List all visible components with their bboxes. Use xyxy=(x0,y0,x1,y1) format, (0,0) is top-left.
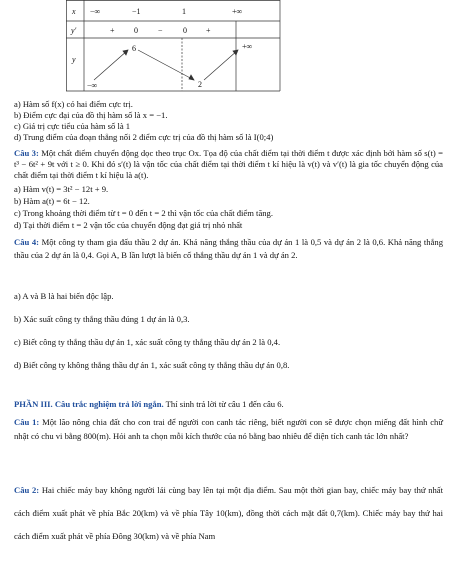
q4-option-b: b) Xác suất công ty thắng thầu đúng 1 dự án là 0,3. xyxy=(14,314,190,324)
part-3-instruction: Thí sinh trả lời từ câu 1 đến câu 6. xyxy=(165,399,284,409)
q3-option-c: c) Trong khoảng thời điểm từ t = 0 đến t = 2 thì vận tốc của chất điểm tăng. xyxy=(14,208,273,218)
x-value-minus-one: −1 xyxy=(132,7,141,16)
arrowhead-2 xyxy=(189,75,194,80)
part3-question-2-tag: Câu 2: xyxy=(14,485,40,495)
yprime-label: y′ xyxy=(71,26,77,35)
part-3-title: PHẦN III. Câu trắc nghiệm trả lời ngắn. xyxy=(14,399,164,409)
part3-question-2 xyxy=(14,479,443,548)
y-value-max: 6 xyxy=(132,44,136,53)
arrowhead-3 xyxy=(233,50,238,55)
sign-4: 0 xyxy=(183,26,187,35)
part3-question-1 xyxy=(14,415,443,443)
x-value-one: 1 xyxy=(182,7,186,16)
q4-option-d: d) Biết công ty không thắng thầu dự án 1, xác suất công ty thắng thầu dự án 0,8. xyxy=(14,360,290,370)
question-4-text: Một công ty tham gia đấu thầu 2 dự án. Khả năng thắng thầu của dự án 1 là 0,5 và dự án 2 là 0,6. Khả năng thắng thầu của 2 dự án là 0,4. Gọi A, B lần lượt là biến cố thắng thầu dự án 1 và dự án 2. xyxy=(14,237,444,260)
y-value-pos-inf: +∞ xyxy=(242,42,253,51)
sign-1: + xyxy=(110,26,115,35)
y-value-neg-inf: −∞ xyxy=(87,81,98,90)
sign-5: + xyxy=(206,26,211,35)
q3-option-b: b) Hàm a(t) = 6t − 12. xyxy=(14,196,90,206)
variation-table xyxy=(66,0,281,92)
part3-question-1-tag: Câu 1: xyxy=(14,417,40,427)
arrow-increase-2 xyxy=(204,50,238,80)
arrow-decrease xyxy=(138,50,194,80)
question-3 xyxy=(14,148,443,181)
x-label: x xyxy=(72,7,76,16)
question-4 xyxy=(14,236,443,262)
y-value-min: 2 xyxy=(198,80,202,89)
prev-option-a: a) Hàm số f(x) có hai điểm cực trị. xyxy=(14,99,133,109)
prev-option-b: b) Điểm cực đại của đồ thị hàm số là x = −1. xyxy=(14,110,168,120)
sign-3: − xyxy=(158,26,163,35)
q3-option-a: a) Hàm v(t) = 3t² − 12t + 9. xyxy=(14,184,109,194)
y-label: y xyxy=(72,55,76,64)
part-3-heading xyxy=(14,399,443,410)
arrow-increase-1 xyxy=(94,50,128,80)
q4-option-a: a) A và B là hai biến độc lập. xyxy=(14,291,114,301)
prev-option-c: c) Giá trị cực tiểu của hàm số là 1 xyxy=(14,121,131,131)
x-value-neg-inf: −∞ xyxy=(90,7,101,16)
sign-2: 0 xyxy=(134,26,138,35)
question-3-tag: Câu 3: xyxy=(14,148,39,158)
q4-option-c: c) Biết công ty thắng thầu dự án 1, xác suất công ty thắng thầu dự án 2 là 0,4. xyxy=(14,337,281,347)
arrowhead-1 xyxy=(123,50,128,55)
question-4-tag: Câu 4: xyxy=(14,237,39,247)
question-3-text: Một chất điểm chuyển động dọc theo trục Ox. Tọa độ của chất điểm tại thời điểm t được xác định bởi hàm số s(t) = t³ − 6t² + 9t với t ≥ 0. Khi đó s′(t) là vận tốc của chất điểm tại thời điểm t kí hiệu là v(t) và v′(t) là gia tốc chuyển động của chất điểm tại thời điểm t kí hiệu là a(t). xyxy=(14,148,443,180)
prev-option-d: d) Trung điểm của đoạn thẳng nối 2 điểm cực trị của đồ thị hàm số là I(0;4) xyxy=(14,132,274,142)
x-value-pos-inf: +∞ xyxy=(232,7,243,16)
q3-option-d: d) Tại thời điểm t = 2 vận tốc của chuyển động đạt giá trị nhỏ nhất xyxy=(14,220,243,230)
part3-question-2-text: Hai chiếc máy bay không người lái cùng bay lên tại một địa điểm. Sau một thời gian bay, chiếc máy bay thứ nhất cách điểm xuất phát về phía Bắc 20(km) và về phía Tây 10(km), đồng thời cách mặt đất 0,7(km). Chiếc máy bay thứ hai cách điểm xuất phát về phía Đông 30(km) và về phía Nam xyxy=(14,485,443,541)
part3-question-1-text: Một lão nông chia đất cho con trai để người con canh tác riêng, biết người con sẽ được chọn miếng đất hình chữ nhật có chu vi bằng 800(m). Hỏi anh ta chọn mỗi kích thước của nó bằng bao nhiêu để diện tích canh tác lớn nhất? xyxy=(14,417,444,441)
